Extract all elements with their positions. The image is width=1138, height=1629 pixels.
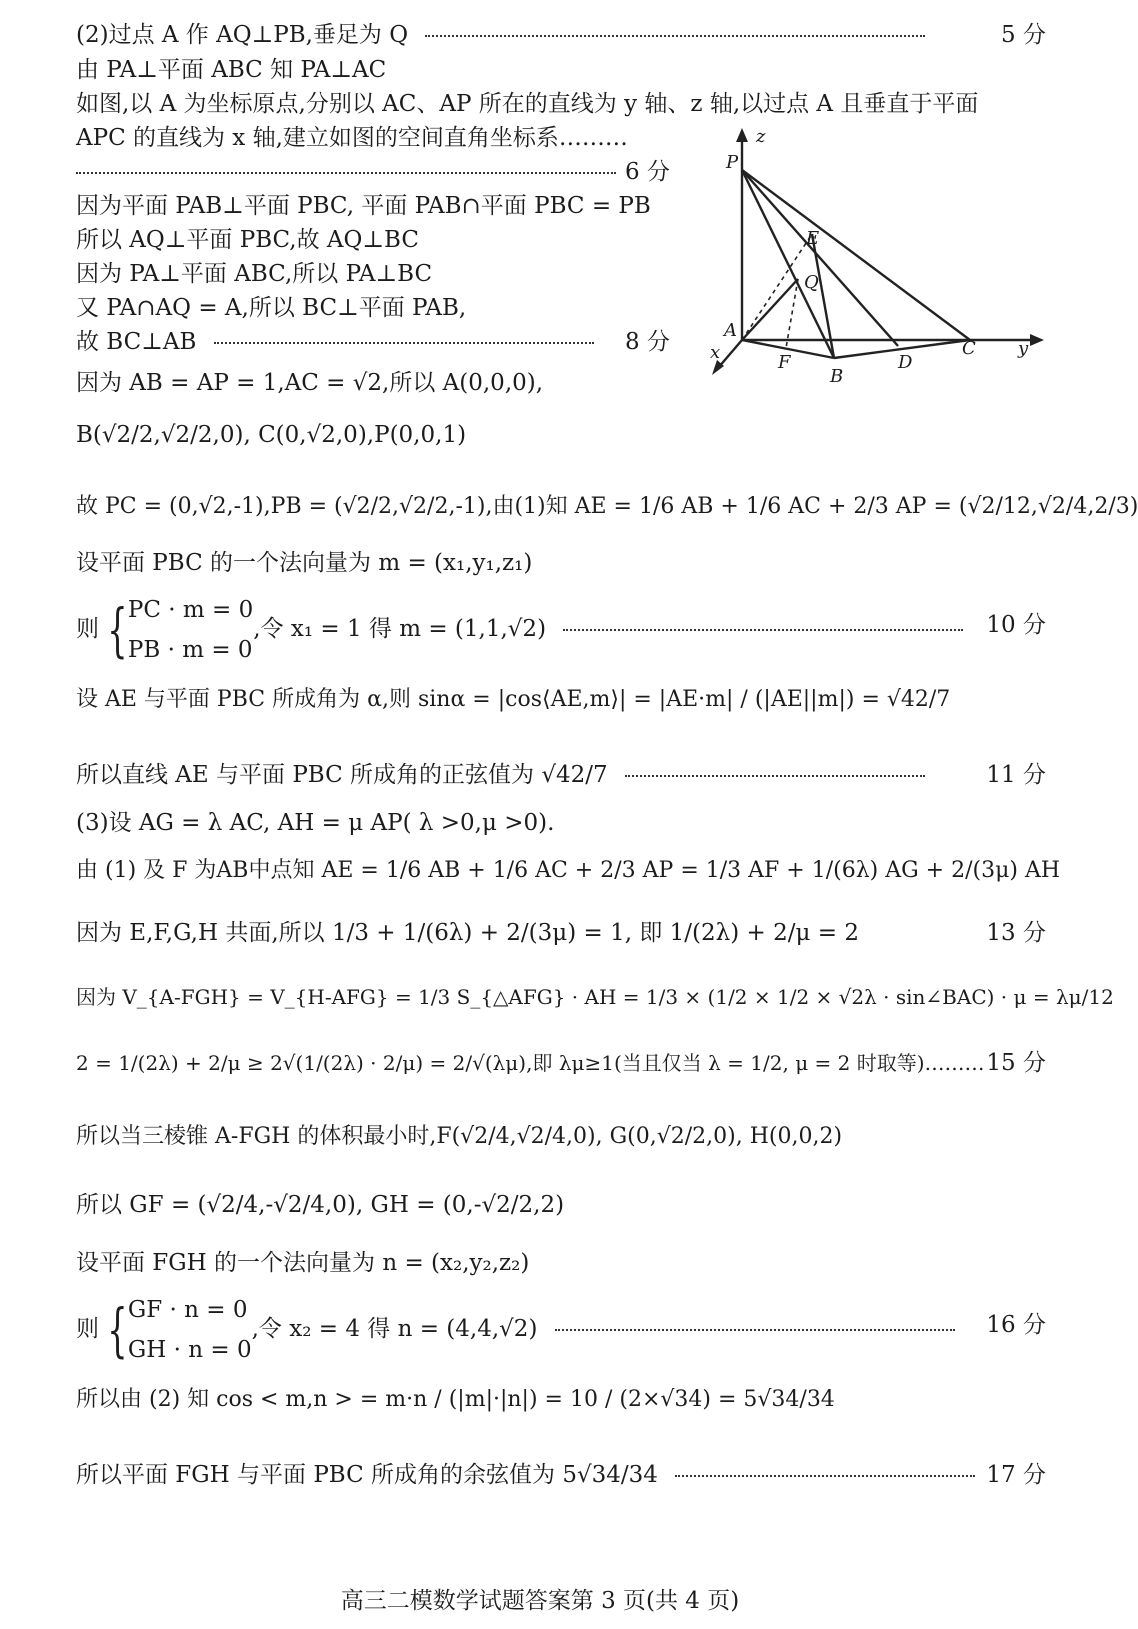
dot-leader xyxy=(555,1329,955,1331)
text-line-14: 设平面 PBC 的一个法向量为 m = (x₁,y₁,z₁) xyxy=(76,550,533,576)
dot-leader xyxy=(425,35,925,37)
text-line-21: 因为 V_{A-FGH} = V_{H-AFG} = 1/3 S_{△AFG} · AH = 1/3 × (1/2 × 1/2 × √2λ · sin∠BAC) · μ = λμ/12 xyxy=(76,985,1114,1009)
normal-n-result: ,令 x₂ = 4 得 n = (4,4,√2) xyxy=(251,1316,538,1342)
equation-pc-m: PC · m = 0 xyxy=(127,597,254,623)
equation-gf-n: GF · n = 0 xyxy=(127,1297,248,1323)
text-line-9: 又 PA∩AQ = A,所以 BC⊥平面 PAB, xyxy=(76,295,467,321)
text-line-10-text: 故 BC⊥AB xyxy=(76,329,197,355)
score-line-6 xyxy=(76,157,626,187)
edge-PC xyxy=(742,170,970,340)
text-line-19: 由 (1) 及 F 为AB中点知 AE = 1/6 AB + 1/6 AC + 2/3 AP = 1/3 AF + 1/(6λ) AG + 2/(3μ) AH xyxy=(76,858,1061,883)
score-10: 10 分 xyxy=(986,612,1046,638)
dashed-AE xyxy=(742,234,812,340)
z-arrow-icon xyxy=(736,128,748,142)
score-17: 17 分 xyxy=(986,1462,1046,1488)
label-Q: Q xyxy=(804,272,819,293)
text-line-28 xyxy=(76,1460,985,1490)
text-line-18: (3)设 AG = λ AC, AH = μ AP( λ >0,μ >0). xyxy=(76,810,555,836)
brace-icon: { xyxy=(107,596,128,664)
part2-header xyxy=(76,20,935,50)
page-footer: 高三二模数学试题答案第 3 页(共 4 页) xyxy=(340,1588,740,1614)
text-line-6: 因为平面 PAB⊥平面 PBC, 平面 PAB∩平面 PBC = PB xyxy=(76,193,651,219)
text-line-16: 设 AE 与平面 PBC 所成角为 α,则 sinα = |cos⟨AE,m⟩| = |AE·m| / (|AE||m|) = √42/7 xyxy=(76,687,951,712)
score-15: 15 分 xyxy=(986,1050,1046,1076)
edge-PD xyxy=(742,170,898,346)
dot-leader xyxy=(675,1475,975,1477)
label-B: B xyxy=(830,366,844,387)
score-13: 13 分 xyxy=(986,920,1046,946)
text-line-22: 2 = 1/(2λ) + 2/μ ≥ 2√(1/(2λ) · 2/μ) = 2/√(λμ),即 λμ≥1(当且仅当 λ = 1/2, μ = 2 时取等)……… xyxy=(76,1051,985,1075)
label-x: x xyxy=(710,342,721,363)
then-label: 则 xyxy=(76,1316,99,1342)
text-line-17 xyxy=(76,760,935,790)
label-y: y xyxy=(1018,338,1029,359)
text-line-13: 故 PC = (0,√2,-1),PB = (√2/2,√2/2,-1),由(1)知 AE = 1/6 AB + 1/6 AC + 2/3 AP = (√2/12,√2/4,2/3) xyxy=(76,494,1138,519)
score-16: 16 分 xyxy=(986,1312,1046,1338)
label-F: F xyxy=(778,352,791,373)
score-5: 5 分 xyxy=(1001,22,1046,48)
label-P: P xyxy=(726,152,739,173)
score-8: 8 分 xyxy=(625,329,670,355)
text-line-8: 因为 PA⊥平面 ABC,所以 PA⊥BC xyxy=(76,261,433,287)
system-1 xyxy=(76,590,973,670)
text-line-17-text: 所以直线 AE 与平面 PBC 所成角的正弦值为 √42/7 xyxy=(76,762,608,788)
normal-m-result: ,令 x₁ = 1 得 m = (1,1,√2) xyxy=(253,616,547,642)
text-line-20 xyxy=(76,918,859,948)
text-line-27: 所以由 (2) 知 cos < m,n > = m·n / (|m|·|n|) = 10 / (2×√34) = 5√34/34 xyxy=(76,1387,835,1412)
dot-leader xyxy=(76,172,616,174)
y-arrow-icon xyxy=(1030,334,1044,346)
system-2-equations xyxy=(128,1290,252,1370)
geometry-figure xyxy=(712,122,1052,392)
x-axis xyxy=(718,340,742,368)
equation-pb-m: PB · m = 0 xyxy=(127,637,253,663)
text-line-2: 由 PA⊥平面 ABC 知 PA⊥AC xyxy=(76,57,387,83)
text-line-4: APC 的直线为 x 轴,建立如图的空间直角坐标系……… xyxy=(76,125,628,151)
score-11: 11 分 xyxy=(986,762,1046,788)
edge-PB xyxy=(742,170,834,358)
label-D: D xyxy=(898,352,913,373)
label-E: E xyxy=(806,228,820,249)
label-C: C xyxy=(962,338,976,359)
part2-header-text: (2)过点 A 作 AQ⊥PB,垂足为 Q xyxy=(76,22,409,48)
label-A: A xyxy=(724,320,737,341)
equation-gh-n: GH · n = 0 xyxy=(127,1337,252,1363)
label-z: z xyxy=(756,126,766,147)
dot-leader xyxy=(625,775,925,777)
text-line-7: 所以 AQ⊥平面 PBC,故 AQ⊥BC xyxy=(76,227,419,253)
then-label: 则 xyxy=(76,616,99,642)
edge-AQ xyxy=(742,279,798,340)
system-1-equations xyxy=(128,590,253,670)
dot-leader xyxy=(214,342,594,344)
text-line-20-text: 因为 E,F,G,H 共面,所以 1/3 + 1/(6λ) + 2/(3μ) = 1, 即 1/(2λ) + 2/μ = 2 xyxy=(76,920,859,946)
dot-leader xyxy=(563,629,963,631)
text-line-28-text: 所以平面 FGH 与平面 PBC 所成角的余弦值为 5√34/34 xyxy=(76,1462,658,1488)
text-line-24: 所以 GF = (√2/4,-√2/4,0), GH = (0,-√2/2,2) xyxy=(76,1192,565,1218)
text-line-11: 因为 AB = AP = 1,AC = √2,所以 A(0,0,0), xyxy=(76,370,544,396)
text-line-3: 如图,以 A 为坐标原点,分别以 AC、AP 所在的直线为 y 轴、z 轴,以过点 A 且垂直于平面 xyxy=(76,91,979,117)
text-line-23: 所以当三棱锥 A-FGH 的体积最小时,F(√2/4,√2/4,0), G(0,√2/2,0), H(0,0,2) xyxy=(76,1124,843,1149)
system-2 xyxy=(76,1290,965,1370)
brace-icon: { xyxy=(107,1296,128,1364)
score-6: 6 分 xyxy=(625,159,670,185)
text-line-10 xyxy=(76,327,604,357)
text-line-12: B(√2/2,√2/2,0), C(0,√2,0),P(0,0,1) xyxy=(76,422,467,448)
text-line-25: 设平面 FGH 的一个法向量为 n = (x₂,y₂,z₂) xyxy=(76,1250,530,1276)
